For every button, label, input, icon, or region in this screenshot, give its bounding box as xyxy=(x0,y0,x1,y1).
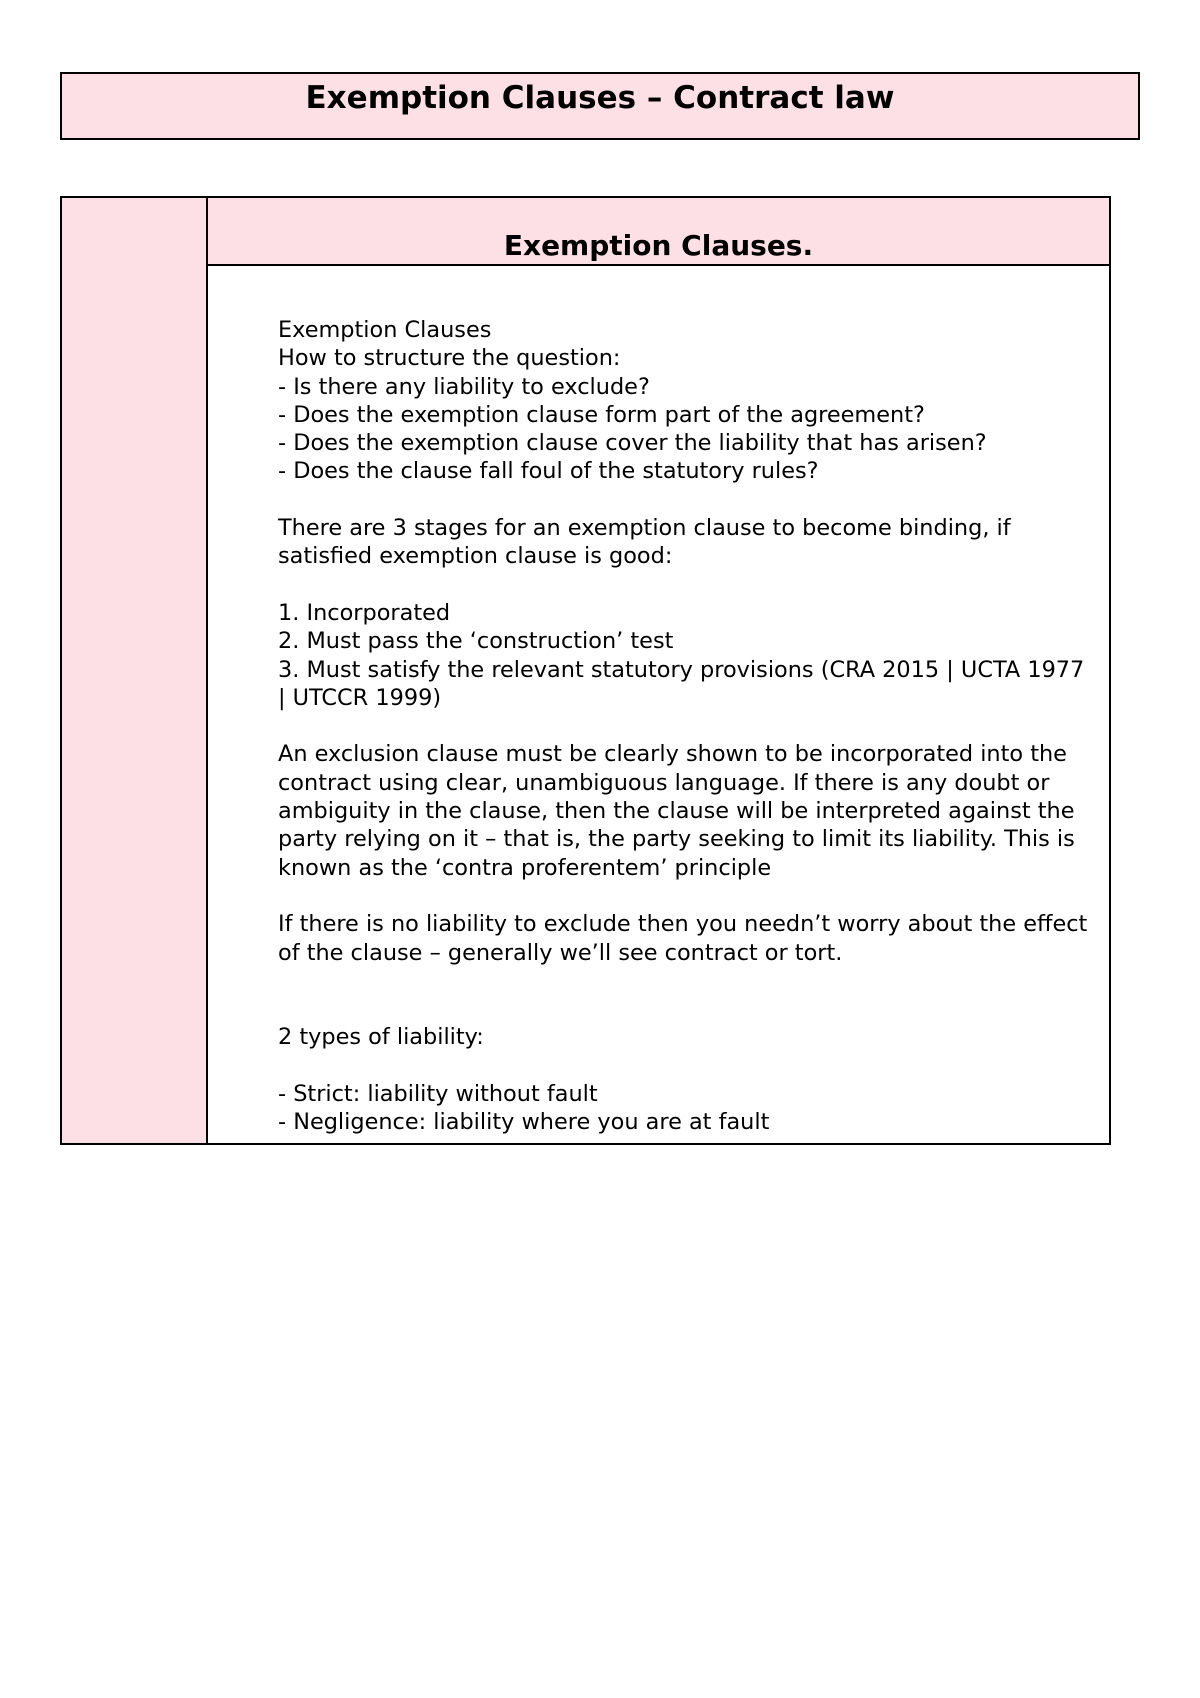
spacer xyxy=(278,1052,1168,1080)
stages-intro-line: There are 3 stages for an exemption clause to become binding, if xyxy=(278,515,1011,542)
stage-item: 3. Must satisfy the relevant statutory provisions (CRA 2015 | UCTA 1977 xyxy=(278,656,1085,683)
document-title-box xyxy=(60,72,1140,140)
table-header-title: Exemption Clauses. xyxy=(503,229,814,262)
liability-types-intro: 2 types of liability: xyxy=(278,1024,484,1051)
no-liability-line: If there is no liability to exclude then you needn’t worry about the effect xyxy=(278,911,1088,938)
spacer xyxy=(278,995,1168,1023)
contra-proferentem-line: An exclusion clause must be clearly shown to be incorporated into the xyxy=(278,741,1067,768)
structure-item: - Does the clause fall foul of the statutory rules? xyxy=(278,458,819,485)
contra-proferentem-line: party relying on it – that is, the party seeking to limit its liability. This is xyxy=(278,826,1075,853)
contra-proferentem-line: known as the ‘contra proferentem’ principle xyxy=(278,854,772,881)
structure-intro: How to structure the question: xyxy=(278,345,621,372)
table-left-column xyxy=(62,198,208,1143)
contra-proferentem-line: ambiguity in the clause, then the clause will be interpreted against the xyxy=(278,798,1075,825)
spacer xyxy=(278,967,1168,995)
table-body-cell xyxy=(208,266,1109,1143)
stage-item: 2. Must pass the ‘construction’ test xyxy=(278,628,674,655)
liability-type-item: - Negligence: liability where you are at fault xyxy=(278,1109,770,1136)
no-liability-line: of the clause – generally we’ll see contract or tort. xyxy=(278,939,843,966)
structure-item: - Is there any liability to exclude? xyxy=(278,373,650,400)
structure-item: - Does the exemption clause form part of the agreement? xyxy=(278,401,925,428)
contra-proferentem-line: contract using clear, unambiguous language. If there is any doubt or xyxy=(278,769,1050,796)
document-title: Exemption Clauses – Contract law xyxy=(305,80,895,116)
stage-item: | UTCCR 1999) xyxy=(278,684,442,711)
notes-text xyxy=(278,316,1168,1137)
notes-table xyxy=(60,196,1111,1145)
stage-item: 1. Incorporated xyxy=(278,599,451,626)
spacer xyxy=(278,486,1168,514)
stages-intro-line: satisfied exemption clause is good: xyxy=(278,543,673,570)
table-header-border xyxy=(208,198,1109,264)
notes-heading: Exemption Clauses xyxy=(278,317,492,343)
liability-type-item: - Strict: liability without fault xyxy=(278,1081,598,1108)
structure-item: - Does the exemption clause cover the liability that has arisen? xyxy=(278,430,987,457)
spacer xyxy=(278,882,1168,910)
spacer xyxy=(278,571,1168,599)
spacer xyxy=(278,712,1168,740)
